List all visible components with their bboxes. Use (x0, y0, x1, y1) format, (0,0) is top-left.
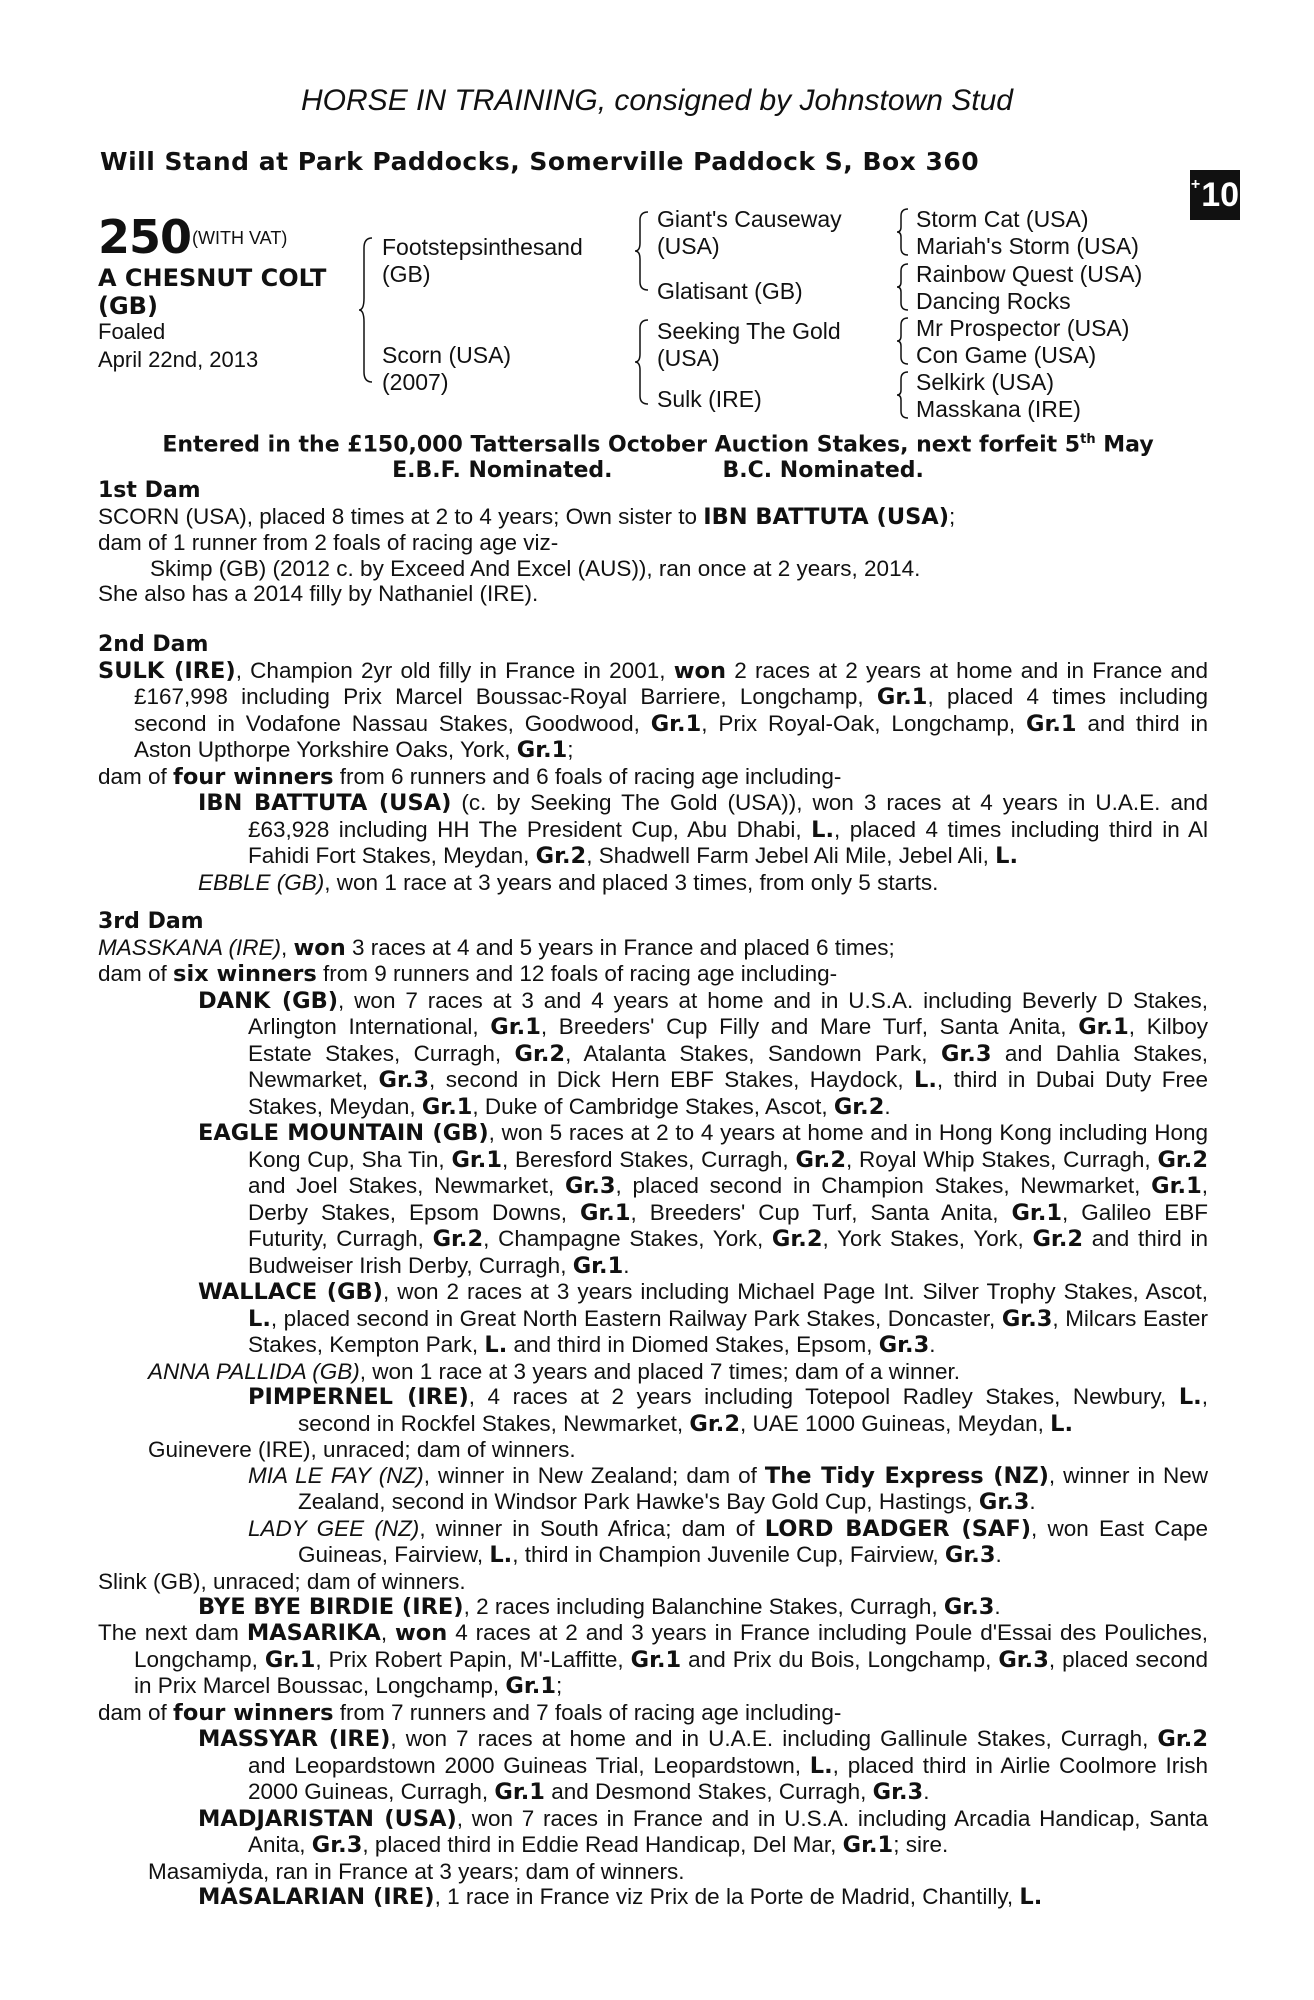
entry-line (98, 427, 1218, 458)
lady-gee-entry (98, 1516, 1208, 1569)
pedigree-brace-g1 (896, 207, 910, 257)
horse-name: PIMPERNEL (IRE) (248, 1384, 469, 1410)
third-dam-heading: 3rd Dam (98, 909, 204, 934)
pedigree-gen3-group-3 (916, 315, 1129, 369)
text: , placed second in Great North Eastern Railway Park Stakes, Doncaster, (270, 1305, 1002, 1331)
horse-name: LORD BADGER (SAF) (764, 1515, 1031, 1542)
grade: Gr.1 (630, 1646, 682, 1673)
text: , placed second in Champion Stakes, Newmarket, (615, 1173, 1152, 1198)
dam-sire-name: Seeking The Gold (657, 318, 841, 344)
vat-note: (WITH VAT) (192, 228, 288, 248)
grade: Gr.3 (1001, 1305, 1053, 1332)
horse-name: SULK (IRE) (98, 657, 236, 684)
text: . (1029, 1489, 1036, 1514)
text: . (995, 1542, 1002, 1567)
grade: Gr.1 (1151, 1173, 1202, 1199)
gen3-mariahs-storm: Mariah's Storm (USA) (916, 233, 1139, 259)
text: , Atalanta Stakes, Sandown Park, (565, 1040, 941, 1066)
listed: L. (489, 1542, 513, 1568)
grade: Gr.3 (311, 1832, 363, 1858)
text: , won 7 races in France and in U.S.A. including Arcadia Handicap, Santa Anita, (248, 1805, 1208, 1857)
grade: Gr.2 (833, 1093, 885, 1120)
grade: Gr.1 (876, 684, 928, 710)
grade: Gr.3 (378, 1067, 430, 1093)
grade: Gr.1 (490, 1014, 541, 1040)
text: 4 races at 2 and 3 years in France including Poule d'Essai des Pouliches, Longchamp, (134, 1620, 1208, 1672)
horse-description (98, 264, 326, 320)
guinevere-entry: Guinevere (IRE), unraced; dam of winners. (148, 1437, 576, 1462)
text: and third in Aston Upthorpe Yorkshire Oaks, York, (134, 710, 1208, 762)
won-label: won (293, 934, 346, 961)
horse-name: MASSKANA (IRE) (98, 934, 281, 960)
pedigree-brace-g4 (896, 370, 910, 420)
gen3-mr-prospector: Mr Prospector (USA) (916, 315, 1130, 341)
grade: Gr.1 (505, 1673, 556, 1699)
text: , won 1 race at 3 years and placed 7 times; dam of a winner. (359, 1358, 961, 1384)
pedigree-brace-g2 (896, 262, 910, 312)
text: , placed 4 times including second in Vodafone Nassau Stakes, Goodwood, (134, 684, 1208, 736)
text: , won 1 race at 3 years and placed 3 times, from only 5 starts. (324, 869, 939, 895)
second-dam-produce (98, 764, 1208, 791)
text: SCORN (USA), placed 8 times at 2 to 4 years; Own sister to (98, 503, 704, 529)
text: and third in Diomed Stakes, Epsom, (507, 1332, 879, 1357)
text: . (929, 1332, 936, 1357)
grade: Gr.2 (1157, 1726, 1208, 1752)
grade: Gr.1 (579, 1199, 631, 1226)
masarika-entry (98, 1620, 1208, 1700)
pedigree-gen3-group-4 (916, 369, 1081, 423)
listed: L. (914, 1067, 937, 1093)
text: , 1 race in France viz Prix de la Porte de Madrid, Chantilly, (434, 1884, 1020, 1909)
gen3-selkirk: Selkirk (USA) (916, 369, 1055, 395)
grade: Gr.2 (514, 1040, 566, 1067)
text: , second in Rockfel Stakes, Newmarket, (298, 1384, 1208, 1436)
text: , Galileo EBF Futurity, Curragh, (248, 1199, 1208, 1251)
text: . (923, 1779, 930, 1804)
text: , Beresford Stakes, Curragh, (502, 1146, 796, 1172)
pedigree-dam-dam: Sulk (IRE) (657, 386, 762, 412)
grade: Gr.3 (940, 1040, 992, 1067)
horse-name: MASSYAR (IRE) (198, 1726, 391, 1752)
first-dam-heading: 1st Dam (98, 478, 201, 503)
grade: Gr.1 (650, 710, 702, 737)
grade: Gr.1 (516, 737, 568, 763)
grade: Gr.2 (1032, 1226, 1084, 1252)
massyar-entry (98, 1726, 1208, 1806)
ebf-nomination: E.B.F. Nominated. (392, 458, 613, 484)
text: , Breeders' Cup Filly and Mare Turf, Santa Anita, (540, 1014, 1079, 1039)
grade: Gr.2 (432, 1226, 484, 1252)
third-dam-section (98, 909, 1208, 1621)
grade: Gr.1 (451, 1146, 502, 1173)
masskana-entry (98, 935, 1208, 962)
horse-name: MIA LE FAY (NZ) (248, 1462, 424, 1488)
text: , (380, 1620, 396, 1645)
text: , third in Dubai Duty Free Stakes, Meydan, (248, 1067, 1208, 1119)
grade: Gr.1 (494, 1779, 545, 1805)
listed: L. (1050, 1410, 1074, 1437)
pedigree-dam (382, 342, 511, 396)
grade: Gr.3 (943, 1594, 995, 1620)
colt-line-1: A CHESNUT COLT (98, 264, 327, 292)
dam-year: (2007) (382, 369, 449, 395)
race-entries (98, 427, 1218, 484)
foaled-value: April 22nd, 2013 (98, 347, 259, 372)
text: , placed 4 times including third in Al Fahidi Fort Stakes, Meydan, (248, 816, 1208, 868)
text: and Dahlia Stakes, Newmarket, (248, 1040, 1209, 1092)
first-dam-p2: dam of 1 runner from 2 foals of racing age viz- (98, 530, 559, 555)
text: , placed second in Prix Marcel Boussac, Longchamp, (134, 1646, 1208, 1698)
madjaristan-entry (98, 1806, 1208, 1859)
listed: L. (995, 843, 1019, 869)
text: dam of (98, 1699, 174, 1725)
grade: Gr.1 (842, 1832, 894, 1858)
grade: Gr.1 (572, 1252, 624, 1279)
first-dam-p3: Skimp (GB) (2012 c. by Exceed And Excel (AUS)), ran once at 2 years, 2014. (150, 555, 921, 581)
text: , York Stakes, York, (822, 1226, 1033, 1251)
grade: Gr.2 (1157, 1146, 1208, 1173)
horse-name: MASARIKA (246, 1620, 381, 1646)
text: , won 7 races at home and in U.A.E. including Gallinule Stakes, Curragh, (390, 1726, 1158, 1751)
text: and Desmond Stakes, Curragh, (544, 1779, 873, 1804)
gen3-rainbow-quest: Rainbow Quest (USA) (916, 261, 1143, 287)
text: , placed third in Airlie Coolmore Irish 2000 Guineas, Curragh, (248, 1752, 1208, 1804)
text: , Prix Royal-Oak, Longchamp, (701, 710, 1027, 736)
sire-sire-name: Giant's Causeway (657, 206, 842, 232)
gen3-dancing-rocks: Dancing Rocks (916, 288, 1071, 314)
winners-count: six winners (173, 961, 317, 987)
listed: L. (811, 816, 835, 843)
text: , Shadwell Farm Jebel Ali Mile, Jebel Ali, (586, 843, 996, 868)
pedigree-gen3-group-2 (916, 261, 1142, 315)
first-dam-p1 (98, 504, 1208, 531)
ebble-entry (98, 870, 1208, 896)
text: , Prix Robert Papin, M'-Laffitte, (315, 1646, 631, 1672)
first-dam-section (98, 478, 1208, 607)
grade: Gr.3 (564, 1173, 616, 1199)
text: , placed third in Eddie Read Handicap, Del Mar, (362, 1832, 843, 1857)
age-badge (1190, 170, 1240, 220)
listed: L. (248, 1305, 271, 1332)
text: , 4 races at 2 years including Totepool Radley Stakes, Newbury, (468, 1384, 1179, 1409)
grade: Gr.2 (795, 1146, 846, 1173)
text: from 6 runners and 6 foals of racing age including- (333, 763, 842, 789)
text: , Champagne Stakes, York, (483, 1226, 772, 1251)
grade: Gr.1 (1011, 1199, 1063, 1226)
grade: Gr.3 (878, 1332, 930, 1358)
horse-name: EBBLE (GB) (198, 869, 325, 895)
eagle-mountain-entry (98, 1120, 1208, 1279)
horse-name: MADJARISTAN (USA) (198, 1805, 457, 1832)
pedigree-gen3-group-1 (916, 206, 1139, 260)
text: , Duke of Cambridge Stakes, Ascot, (472, 1093, 834, 1119)
won-label: won (673, 657, 726, 684)
text: 2 races at 2 years at home and in France and £167,998 including Prix Marcel Boussac-Royal Barriere, Longchamp, (134, 657, 1209, 709)
horse-name: BYE BYE BIRDIE (IRE) (198, 1594, 464, 1620)
text: , second in Dick Hern EBF Stakes, Haydock, (429, 1067, 915, 1092)
text: . (623, 1252, 630, 1278)
grade: Gr.1 (421, 1093, 473, 1120)
winners-count: four winners (173, 1699, 334, 1726)
gen3-masskana: Masskana (IRE) (916, 396, 1081, 422)
stand-location: Will Stand at Park Paddocks, Somerville Paddock S, Box 360 (100, 147, 980, 176)
text: from 7 runners and 7 foals of racing age including- (333, 1699, 842, 1725)
colt-line-2: (GB) (98, 292, 158, 320)
horse-name: LADY GEE (NZ) (248, 1515, 420, 1541)
anna-pallida-entry (98, 1359, 1208, 1385)
text: ; (555, 1673, 563, 1698)
horse-name: EAGLE MOUNTAIN (GB) (198, 1120, 489, 1146)
foaled-date (98, 318, 258, 374)
horse-name: MASALARIAN (IRE) (198, 1884, 435, 1910)
bc-nomination: B.C. Nominated. (722, 458, 924, 484)
horse-name: The Tidy Express (NZ) (764, 1462, 1049, 1489)
third-dam-produce (98, 961, 1208, 988)
grade: Gr.1 (1078, 1014, 1129, 1040)
mia-le-fay-entry (98, 1463, 1208, 1516)
horse-name: ANNA PALLIDA (GB) (148, 1358, 360, 1384)
pedigree-brace-dam (634, 318, 650, 406)
text: , winner in South Africa; dam of (419, 1515, 765, 1541)
dank-entry (98, 988, 1208, 1121)
gen3-con-game: Con Game (USA) (916, 342, 1097, 368)
bye-bye-birdie-entry (98, 1594, 1208, 1621)
text: 3 races at 4 and 5 years in France and placed 6 times; (345, 934, 895, 960)
masamiyda-entry: Masamiyda, ran in France at 3 years; dam of winners. (148, 1858, 685, 1884)
listed: L. (809, 1752, 833, 1779)
sulk-entry (98, 658, 1208, 764)
entry-text: Entered in the £150,000 Tattersalls October Auction Stakes (162, 432, 901, 458)
page-title: HORSE IN TRAINING, consigned by Johnstown Stud (301, 84, 1013, 117)
sire-sire-country: (USA) (657, 233, 720, 259)
wallace-entry (98, 1279, 1208, 1359)
text: ; (567, 737, 574, 762)
text: , winner in New Zealand; dam of (423, 1462, 765, 1488)
winners-count: four winners (173, 763, 334, 790)
text: , third in Champion Juvenile Cup, Fairview, (512, 1542, 945, 1567)
lot-number: 250 (98, 210, 192, 264)
text: dam of (98, 763, 174, 789)
text: , Kilboy Estate Stakes, Curragh, (248, 1014, 1208, 1066)
grade: Gr.3 (944, 1542, 996, 1568)
text: . (994, 1594, 1001, 1619)
horse-name: IBN BATTUTA (USA) (703, 503, 950, 530)
text: , 2 races including Balanchine Stakes, Curragh, (463, 1594, 944, 1619)
grade: Gr.3 (978, 1489, 1030, 1515)
listed: L. (1178, 1384, 1202, 1410)
badge-plus: + (1190, 176, 1201, 193)
grade: Gr.1 (264, 1646, 316, 1673)
grade: Gr.2 (771, 1226, 823, 1252)
text: ; sire. (893, 1832, 949, 1857)
text: and Leopardstown 2000 Guineas Trial, Leopardstown, (248, 1752, 810, 1778)
entry-month: May (1095, 432, 1154, 458)
grade: Gr.3 (872, 1779, 924, 1805)
grade: Gr.2 (689, 1410, 740, 1437)
pedigree-sire-sire (657, 206, 842, 260)
next-dam-section (98, 1620, 1208, 1911)
listed: L. (1019, 1884, 1043, 1910)
text: , winner in New Zealand, second in Windsor Park Hawke's Bay Gold Cup, Hastings, (298, 1462, 1208, 1514)
dam-name: Scorn (USA) (382, 342, 512, 368)
text: , Breeders' Cup Turf, Santa Anita, (630, 1199, 1012, 1225)
text: and Joel Stakes, Newmarket, (248, 1173, 565, 1198)
foaled-label: Foaled (98, 319, 166, 344)
text: . (884, 1093, 891, 1119)
pedigree-dam-sire (657, 318, 841, 372)
dam-sire-country: (USA) (657, 345, 720, 371)
sire-country: (GB) (382, 261, 431, 287)
pedigree-brace-sire (634, 210, 650, 292)
text: (c. by Seeking The Gold (USA)), won 3 races at 4 years in U.A.E. and £63,928 including HH The President Cup, Abu Dhabi, (248, 790, 1208, 842)
horse-name: WALLACE (GB) (198, 1279, 383, 1305)
masalarian-entry (98, 1884, 1208, 1911)
second-dam-heading: 2nd Dam (98, 632, 209, 657)
entry-forfeit: , next forfeit 5 (900, 432, 1081, 458)
pimpernel-entry (98, 1384, 1208, 1437)
text: , Milcars Easter Stakes, Kempton Park, (248, 1305, 1208, 1357)
pedigree-sire-dam: Glatisant (GB) (657, 278, 803, 304)
text: dam of (98, 961, 174, 986)
badge-number: 10 (1201, 175, 1240, 214)
second-dam-section (98, 632, 1208, 895)
next-dam-produce (98, 1700, 1208, 1727)
text: and Prix du Bois, Longchamp, (681, 1646, 999, 1672)
horse-name: IBN BATTUTA (USA) (198, 790, 452, 816)
pedigree-brace-main (358, 236, 374, 384)
first-dam-p4: She also has a 2014 filly by Nathaniel (IRE). (98, 581, 539, 606)
text: , won 5 races at 2 to 4 years at home and in Hong Kong including Hong Kong Cup, Sha Tin, (248, 1120, 1208, 1172)
slink-entry: Slink (GB), unraced; dam of winners. (98, 1568, 466, 1594)
text: , UAE 1000 Guineas, Meydan, (739, 1410, 1051, 1436)
won-label: won (395, 1620, 448, 1646)
text: , won East Cape Guineas, Fairview, (298, 1515, 1208, 1567)
text: and third in Budweiser Irish Derby, Curragh, (248, 1226, 1208, 1278)
text: , Champion 2yr old filly in France in 2001, (235, 657, 674, 683)
gen3-storm-cat: Storm Cat (USA) (916, 206, 1089, 232)
text: , Derby Stakes, Epsom Downs, (248, 1173, 1208, 1225)
text: from 9 runners and 12 foals of racing age including- (316, 961, 838, 986)
text: ; (949, 503, 956, 529)
pedigree-brace-g3 (896, 316, 910, 366)
horse-name: DANK (GB) (198, 987, 339, 1014)
text: , Royal Whip Stakes, Curragh, (846, 1146, 1158, 1172)
sire-name: Footstepsinthesand (382, 234, 583, 260)
text: , (280, 934, 294, 960)
text: The next dam (98, 1620, 247, 1645)
listed: L. (484, 1332, 508, 1358)
text: , won 2 races at 3 years including Michael Page Int. Silver Trophy Stakes, Ascot, (382, 1279, 1208, 1304)
pedigree-sire (382, 234, 583, 288)
grade: Gr.2 (535, 843, 587, 869)
text: , won 7 races at 3 and 4 years at home and in U.S.A. including Beverly D Stakes, Arlington International, (248, 987, 1208, 1039)
grade: Gr.1 (1026, 710, 1077, 737)
ibn-battuta-entry (98, 790, 1208, 870)
entry-sup: th (1080, 432, 1096, 447)
grade: Gr.3 (998, 1646, 1049, 1673)
